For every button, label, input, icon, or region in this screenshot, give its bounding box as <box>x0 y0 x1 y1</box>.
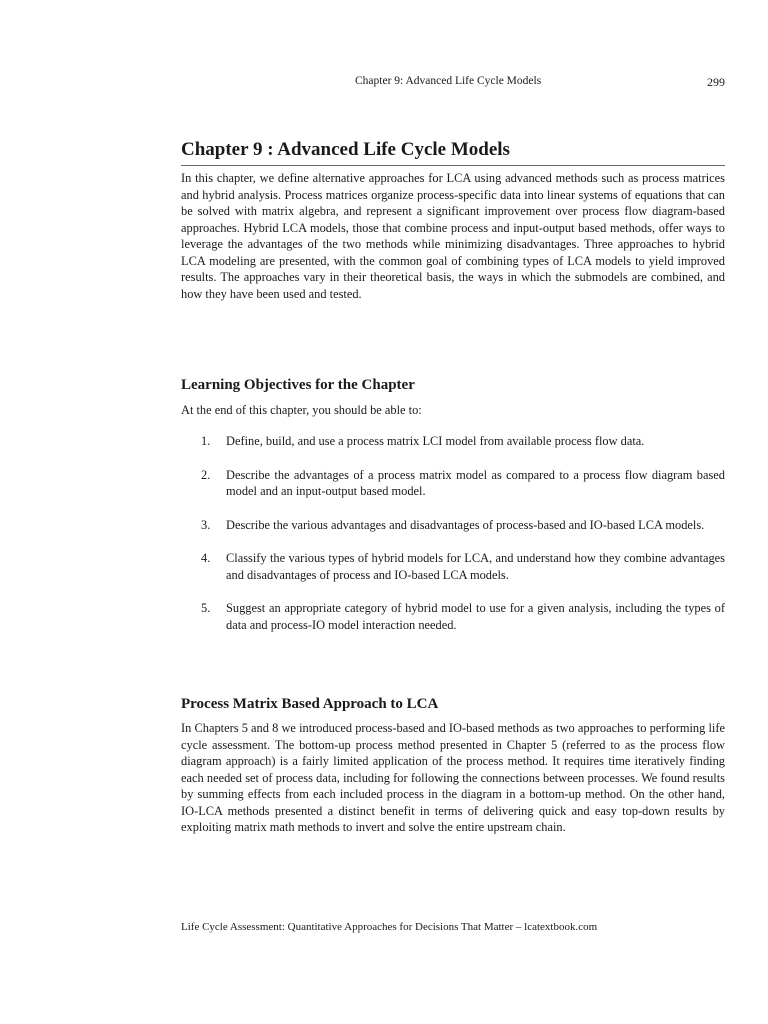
objective-number: 1. <box>201 434 211 448</box>
objective-item <box>196 600 725 633</box>
chapter-title: Chapter 9 : Advanced Life Cycle Models <box>181 138 725 166</box>
objective-text: Describe the advantages of a process matrix model as compared to a process flow diagram based model and an input-output based model. <box>226 467 725 498</box>
objective-item <box>196 433 725 450</box>
objective-text: Define, build, and use a process matrix LCI model from available process flow data. <box>226 434 645 448</box>
objective-number: 4. <box>201 551 211 565</box>
objective-text: Describe the various advantages and disadvantages of process-based and IO-based LCA models. <box>226 517 705 532</box>
running-header-title: Chapter 9: Advanced Life Cycle Models <box>355 75 542 87</box>
learning-objectives-list <box>196 433 725 650</box>
objective-number: 5. <box>201 601 211 615</box>
process-matrix-heading: Process Matrix Based Approach to LCA <box>181 696 439 712</box>
objective-item <box>196 467 725 500</box>
process-matrix-paragraph: In Chapters 5 and 8 we introduced process-based and IO-based methods as two approaches to performing life cycle assessment. The bottom-up process method presented in Chapter 5 (referred to as the process flow diagram approach) is a fairly limited application of the process method. It requires time iteratively finding each needed set of process data, including for following the connections between processes. We found results by summing effects from each included process in the diagram in a bottom-up method. On the other hand, IO-LCA methods presented a distinct benefit in terms of delivering quick and easy top-down results by exploiting matrix math methods to invert and solve the entire upstream chain. <box>181 721 725 834</box>
objective-text: Classify the various types of hybrid models for LCA, and understand how they combine advantages and disadvantages of process and IO-based LCA models. <box>226 551 725 582</box>
learning-objectives-heading: Learning Objectives for the Chapter <box>181 377 415 393</box>
objective-number: 3. <box>201 517 211 532</box>
page-footer: Life Cycle Assessment: Quantitative Approaches for Decisions That Matter – lcatextbook.com <box>181 921 598 933</box>
objective-number: 2. <box>201 467 211 482</box>
intro-paragraph: In this chapter, we define alternative approaches for LCA using advanced methods such as process matrices and hybrid analysis. Process matrices organize process-specific data into linear systems of equations that can be solved with matrix algebra, and represent a significant improvement over process flow diagram-based approaches. Hybrid LCA models, those that combine process and input-output based methods, offer ways to leverage the advantages of the two methods while minimizing disadvantages. Three approaches to hybrid LCA modeling are presented, with the common goal of combining types of LCA models to yield improved results. The approaches vary in their theoretical basis, the ways in which the submodels are combined, and how they have been used and tested. <box>181 171 725 301</box>
learning-objectives-lead: At the end of this chapter, you should be able to: <box>181 403 422 417</box>
page-number: 299 <box>707 75 725 89</box>
running-header <box>181 75 725 93</box>
objective-text: Suggest an appropriate category of hybrid model to use for a given analysis, including the types of data and process-IO model interaction needed. <box>226 601 725 632</box>
objective-item <box>196 550 725 583</box>
objective-item <box>196 517 725 534</box>
